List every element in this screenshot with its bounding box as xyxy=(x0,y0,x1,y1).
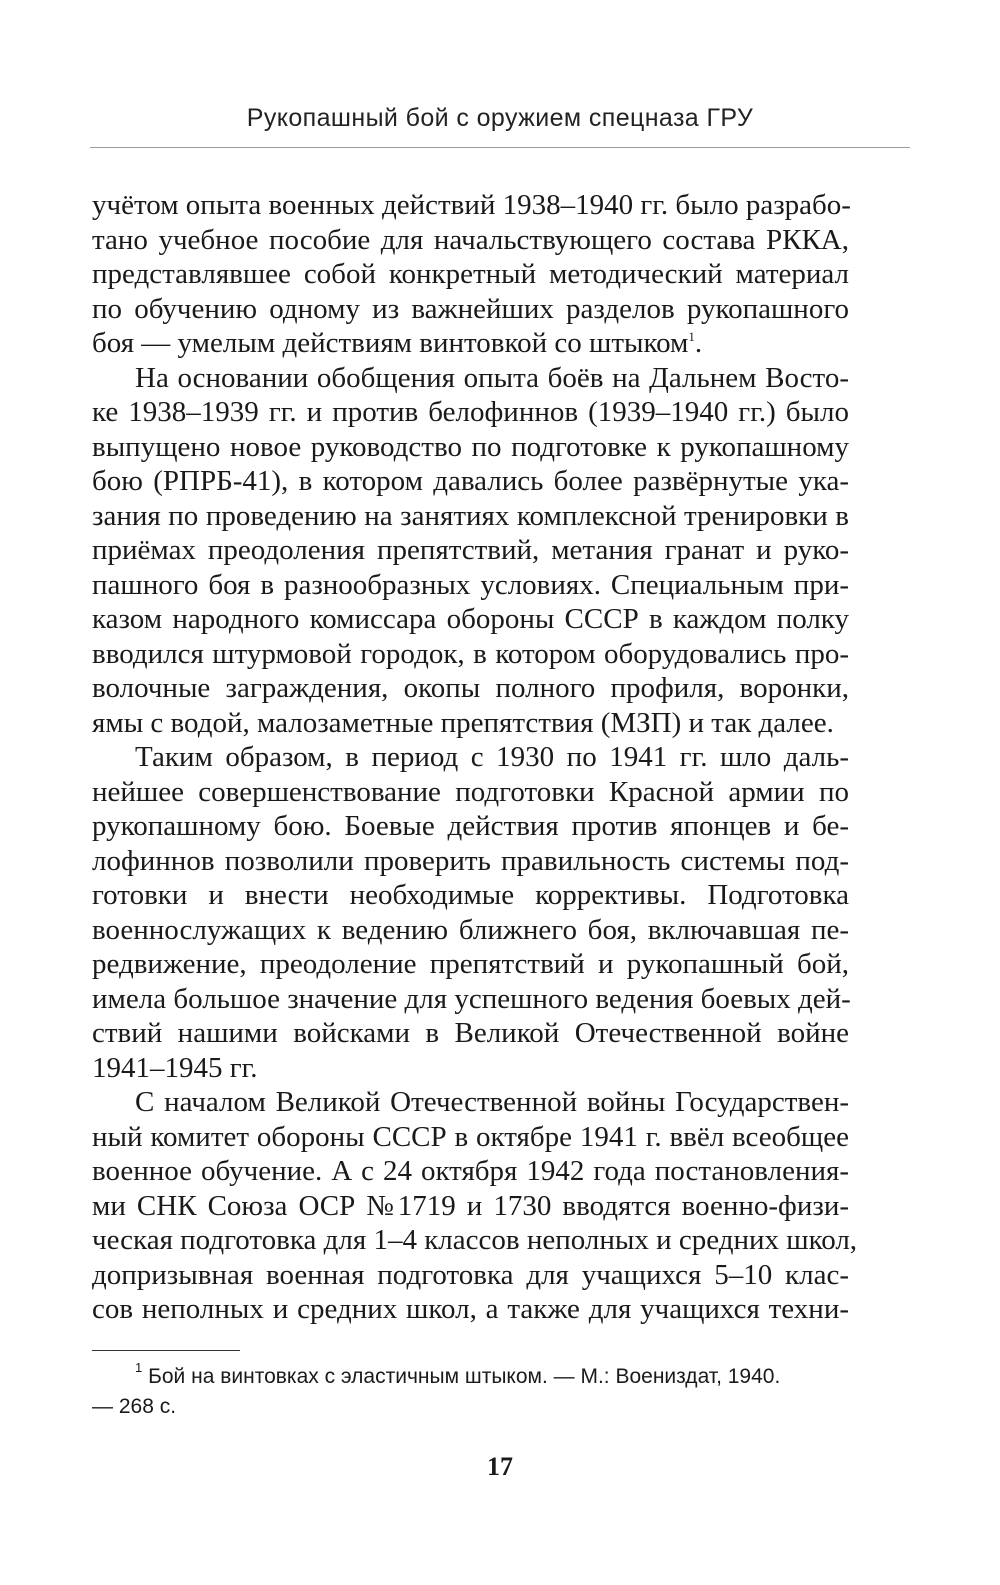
footnote-line: — 268 с. xyxy=(92,1395,177,1418)
text-line: бою (РПРБ-41), в котором давались более развёрнутые ука- xyxy=(92,465,849,497)
sentence-end: . xyxy=(694,327,703,359)
text-line: ямы с водой, малозаметные препятствия (МЗП) и так далее. xyxy=(92,706,834,739)
text-line: 1941–1945 гг. xyxy=(92,1051,258,1084)
footnote xyxy=(92,1362,849,1422)
text-line: вводился штурмовой городок, в котором оборудовались про- xyxy=(92,637,849,670)
text-line: приёмах преодоления препятствий, метания гранат и руко- xyxy=(92,534,849,566)
footnote-divider xyxy=(92,1350,240,1351)
text-line: представлявшее собой конкретный методический материал xyxy=(92,258,849,290)
text-line: выпущено новое руководство по подготовке к рукопашному xyxy=(92,430,849,463)
text-line: нейшее совершенствование подготовки Красной армии по xyxy=(92,775,849,808)
text-line: тано учебное пособие для начальствующего состава РККА, xyxy=(92,223,849,256)
text-line: ствий нашими войсками в Великой Отечественной войне xyxy=(92,1017,849,1049)
paragraph-first-line: Таким образом, в период с 1930 по 1941 гг. шло даль- xyxy=(135,741,849,773)
footnote-text: Бой на винтовках с эластичным штыком. — М.: Воениздат, 1940. xyxy=(148,1365,781,1388)
text-line: редвижение, преодоление препятствий и рукопашный бой, xyxy=(92,948,849,980)
footnote-line xyxy=(92,1362,849,1392)
text-line: ми СНК Союза ОСР №1719 и 1730 вводятся военно-физи- xyxy=(92,1189,849,1222)
text-line: готовки и внести необходимые коррективы. Подготовка xyxy=(92,879,849,911)
running-title: Рукопашный бой с оружием спецназа ГРУ xyxy=(246,104,754,132)
main-text xyxy=(92,188,858,1327)
text-line: волочные заграждения, окопы полного профиля, воронки, xyxy=(92,672,849,704)
text-line: имела большое значение для успешного ведения боевых дей- xyxy=(92,982,851,1015)
text-line: сов неполных и средних школ, а также для учащихся техни- xyxy=(92,1293,849,1325)
text-line: лофиннов позволили проверить правильность системы под- xyxy=(92,844,849,877)
header-divider xyxy=(90,147,910,148)
text-line: боя — умелым действиям винтовкой со штыком xyxy=(92,327,689,359)
text-line: по обучению одному из важнейших разделов рукопашного xyxy=(92,292,849,325)
text-line: ческая подготовка для 1–4 классов неполных и средних школ, xyxy=(92,1224,858,1256)
text-line: военное обучение. А с 24 октября 1942 года постановления- xyxy=(92,1155,849,1187)
text-line: военнослужащих к ведению ближнего боя, включавшая пе- xyxy=(92,913,849,946)
text-line: допризывная военная подготовка для учащихся 5–10 клас- xyxy=(92,1258,849,1291)
text-line-with-footnote xyxy=(92,326,849,361)
text-line: пашного боя в разнообразных условиях. Специальным при- xyxy=(92,568,849,601)
page-number: 17 xyxy=(487,1452,513,1481)
text-line: ке 1938–1939 гг. и против белофиннов (1939–1940 гг.) было xyxy=(92,396,849,428)
paragraph-first-line: На основании обобщения опыта боёв на Дальнем Восто- xyxy=(135,361,849,394)
footnote-reference: 1 xyxy=(688,329,695,344)
text-line: рукопашному бою. Боевые действия против японцев и бе- xyxy=(92,810,849,842)
paragraph-first-line: С началом Великой Отечественной войны Государствен- xyxy=(135,1086,849,1118)
text-line: зания по проведению на занятиях комплексной тренировки в xyxy=(92,499,849,532)
footnote-marker: 1 xyxy=(135,1360,143,1375)
text-line: ный комитет обороны СССР в октябре 1941 г. ввёл всеобщее xyxy=(92,1120,849,1153)
text-line: учётом опыта военных действий 1938–1940 гг. было разрабо- xyxy=(92,189,851,221)
text-line: казом народного комиссара обороны СССР в каждом полку xyxy=(92,603,849,635)
